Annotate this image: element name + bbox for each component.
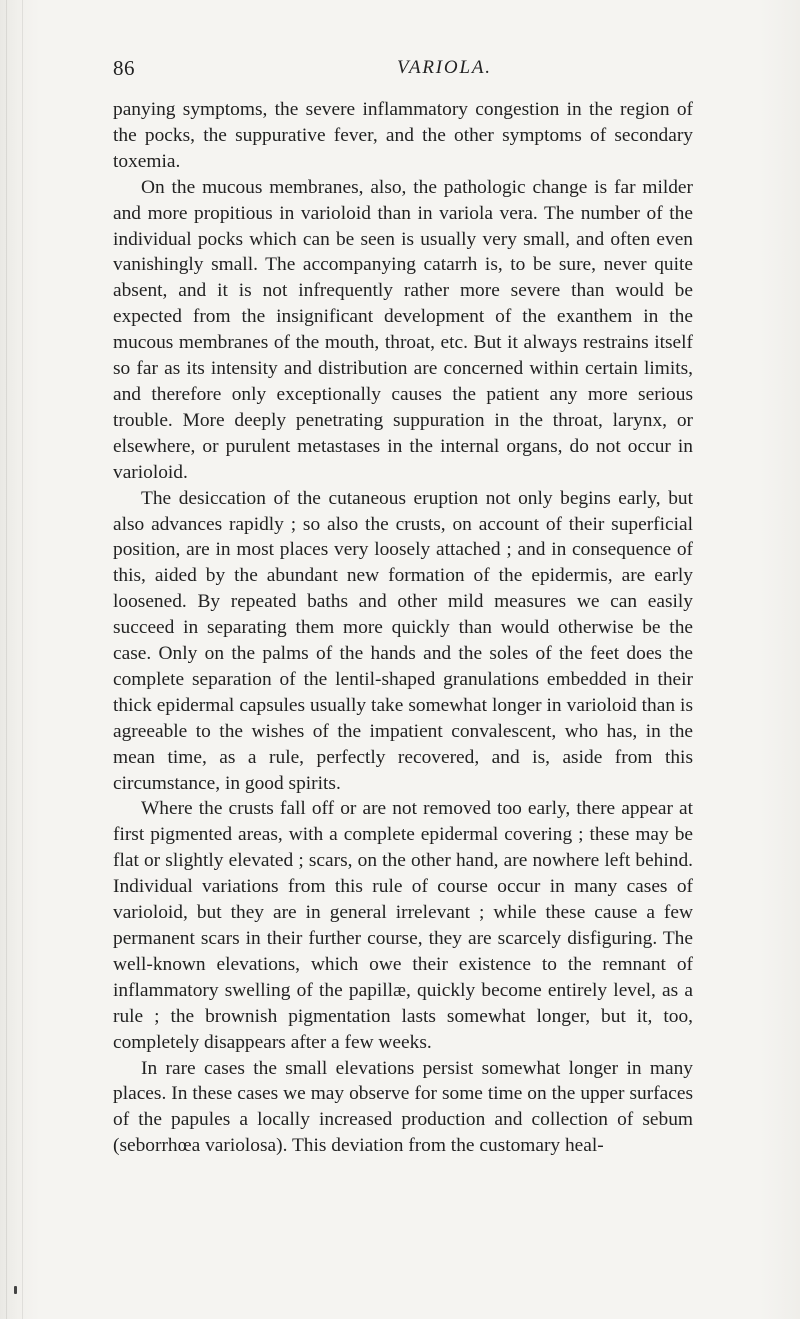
- paragraph: panying symptoms, the severe inflammatory congestion in the region of the pocks, the suppurative fever, and the other symptoms of secondary toxemia.: [113, 99, 693, 172]
- gutter-line: [6, 0, 7, 1319]
- body-text: [113, 97, 693, 1159]
- scan-mark: [14, 1286, 17, 1294]
- gutter-line: [22, 0, 23, 1319]
- paragraph: In rare cases the small elevations persist somewhat longer in many places. In these cases we may observe for some time on the upper surfaces of the papules a locally increased production and collection of sebum (seborrhœa variolosa). This deviation from the customary heal-: [113, 1057, 693, 1157]
- page-number: 86: [113, 56, 135, 80]
- paragraph: The desiccation of the cutaneous eruption not only begins early, but also advances rapidly ; so also the crusts, on account of their superficial position, are in most places very loosely attached ; and in consequence of this, aided by the abundant new formation of the epidermis, are early loosened. By repeated baths and other mild measures we can easily succeed in separating them more quickly than would otherwise be the case. Only on the palms of the hands and the soles of the feet does the complete separation of the lentil-shaped granulations embedded in their thick epidermal capsules usually take somewhat longer in varioloid than is agreeable to the wishes of the impatient convalescent, who has, in the mean time, as a rule, perfectly recovered, and is, aside from this circumstance, in good spirits.: [113, 487, 693, 794]
- paragraph: On the mucous membranes, also, the pathologic change is far milder and more propitious in varioloid than in variola vera. The number of the individual pocks which can be seen is usually very small, and often even vanishingly small. The accompanying catarrh is, to be sure, never quite absent, and it is not infrequently rather more severe than would be expected from the insignificant development of the exanthem in the mucous membranes of the mouth, throat, etc. But it always restrains itself so far as its intensity and distribution are concerned within certain limits, and therefore only exceptionally causes the patient any more serious trouble. More deeply penetrating suppuration in the throat, larynx, or elsewhere, or purulent metastases in the internal organs, do not occur in varioloid.: [113, 176, 693, 483]
- running-title: VARIOLA.: [397, 57, 492, 78]
- paragraph: Where the crusts fall off or are not removed too early, there appear at first pigmented areas, with a complete epidermal covering ; these may be flat or slightly elevated ; scars, on the other hand, are nowhere left behind. Individual variations from this rule of course occur in many cases of varioloid, but they are in general irrelevant ; while these cause a few permanent scars in their further course, they are scarcely disfiguring. The well-known elevations, which owe their existence to the remnant of inflammatory swelling of the papillæ, quickly become entirely level, as a rule ; the brownish pigmentation lasts somewhat longer, but it, too, completely disappears after a few weeks.: [113, 798, 693, 1053]
- page-header: [113, 56, 693, 86]
